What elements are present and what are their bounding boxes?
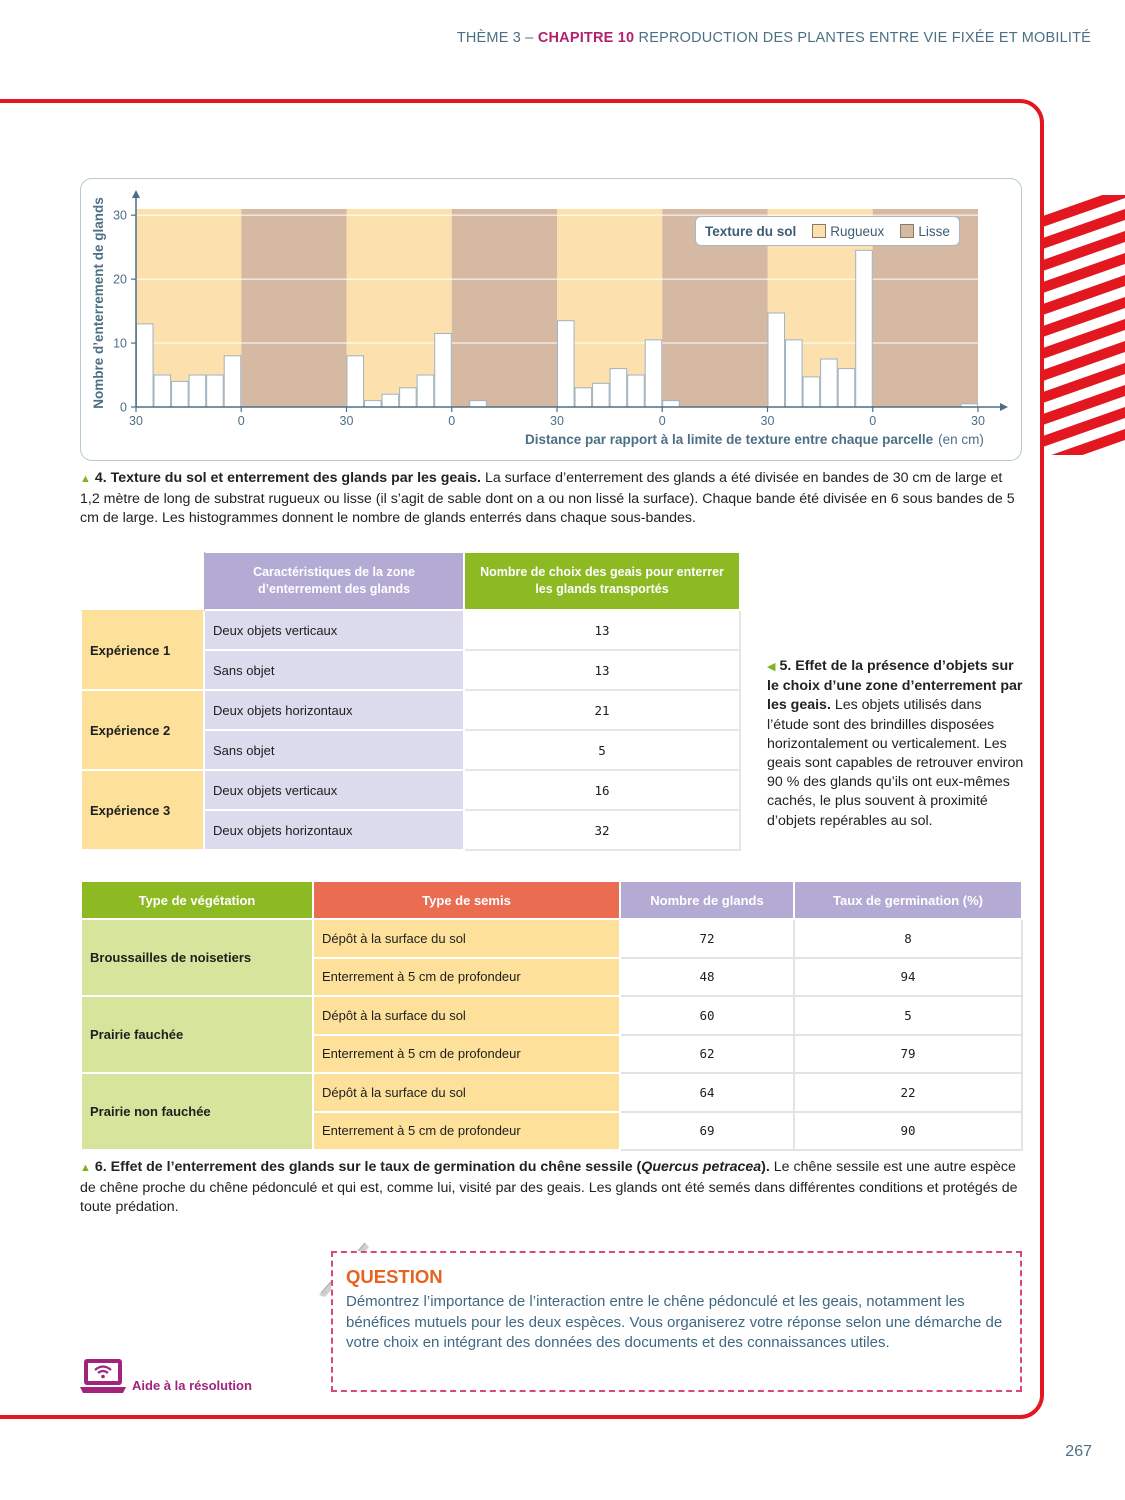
bar	[593, 383, 610, 407]
table6-rate: 8	[794, 919, 1022, 958]
table6-count: 48	[620, 958, 794, 997]
table6-semis: Dépôt à la surface du sol	[313, 919, 620, 958]
question-box	[331, 1251, 1022, 1392]
y-tick-label: 10	[113, 336, 127, 351]
bar	[417, 375, 434, 407]
table6-header-semis: Type de semis	[313, 881, 620, 919]
bar	[365, 401, 382, 407]
table6-header-rate: Taux de germination (%)	[794, 881, 1022, 919]
x-tick-label: 30	[550, 414, 564, 428]
bar	[400, 388, 417, 407]
table5-group: Expérience 2	[81, 690, 204, 770]
page-number: 267	[1065, 1443, 1092, 1460]
legend-item-rugueux	[812, 224, 884, 239]
bar	[189, 375, 206, 407]
doc5-text: Les objets utilisés dans l’étude sont des brindilles disposées horizontalement ou verticalement. Les geais sont capables de retrouver environ 90 % des glands qu’ils ont eux-mêmes cachés, le plus souvent à proximité d’objets repérables au sol.	[767, 697, 1024, 829]
x-tick-label: 30	[339, 414, 354, 428]
table5-header-zone: Caractéristiques de la zone d’enterrement des glands	[204, 552, 464, 610]
bar	[645, 340, 662, 407]
bar	[838, 369, 855, 407]
table5-header-choices: Nombre de choix des geais pour enterrer les glands transportés	[464, 552, 740, 610]
page-header	[457, 30, 1091, 46]
question-title: QUESTION	[346, 1266, 443, 1287]
legend-swatch-rugueux	[812, 224, 826, 238]
doc4-label: 4. Texture du sol et enterrement des glands par les geais.	[94, 470, 481, 486]
chart-xlabel-text: Distance par rapport à la limite de texture entre chaque parcelle	[525, 432, 934, 447]
table5-cond: Sans objet	[204, 730, 464, 770]
legend-label-rugueux: Rugueux	[830, 223, 885, 239]
table6-rate: 22	[794, 1073, 1022, 1112]
bar	[803, 377, 820, 407]
table5-cond: Deux objets verticaux	[204, 770, 464, 810]
legend-swatch-lisse	[900, 224, 914, 238]
table6-vegetation: Broussailles de noisetiers	[81, 919, 313, 996]
table6-header-vegetation: Type de végétation	[81, 881, 313, 919]
bar	[575, 388, 592, 407]
table5-corner	[81, 552, 204, 610]
header-title: REPRODUCTION DES PLANTES ENTRE VIE FIXÉE ET MOBILITÉ	[638, 30, 1091, 46]
table6-semis: Enterrement à 5 cm de profondeur	[313, 1035, 620, 1074]
doc4-caption	[80, 469, 1020, 529]
table-row	[81, 1073, 1022, 1112]
table5-val: 13	[464, 650, 740, 690]
table5-group: Expérience 1	[81, 610, 204, 690]
doc5-label: 5. Effet de la présence d’objets sur le choix d’une zone d’enterrement par les geais.	[767, 658, 1023, 714]
bar	[154, 375, 171, 407]
table5-cond: Sans objet	[204, 650, 464, 690]
table-objects	[80, 551, 741, 851]
legend-item-lisse	[900, 224, 950, 239]
chart-xlabel	[525, 432, 984, 447]
bar	[821, 359, 838, 407]
legend-title: Texture du sol	[705, 223, 797, 239]
x-tick-label: 30	[971, 414, 985, 428]
x-tick-label: 30	[760, 414, 775, 428]
bar	[137, 324, 154, 407]
doc6-species: Quercus petracea	[641, 1159, 762, 1175]
table5-val: 5	[464, 730, 740, 770]
doc6-label-b: ).	[761, 1159, 770, 1175]
bar	[347, 356, 364, 407]
table6-semis: Dépôt à la surface du sol	[313, 1073, 620, 1112]
doc5-caption	[767, 657, 1025, 831]
table6-vegetation: Prairie non fauchée	[81, 1073, 313, 1150]
table6-count: 72	[620, 919, 794, 958]
x-tick-label: 0	[869, 414, 877, 428]
triangle-left-icon: ◀	[767, 661, 776, 673]
table6-semis: Dépôt à la surface du sol	[313, 996, 620, 1035]
laptop-wifi-icon	[80, 1357, 128, 1395]
bar	[382, 394, 399, 407]
table6-vegetation: Prairie fauchée	[81, 996, 313, 1073]
table6-rate: 79	[794, 1035, 1022, 1074]
bar	[470, 401, 487, 407]
table-row	[81, 690, 740, 730]
bar	[172, 381, 189, 407]
table-row	[81, 996, 1022, 1035]
bar	[786, 340, 803, 407]
table6-count: 60	[620, 996, 794, 1035]
bar	[558, 321, 575, 407]
x-tick-label: 0	[448, 414, 456, 428]
table5-cond: Deux objets horizontaux	[204, 690, 464, 730]
y-tick-label: 30	[113, 208, 127, 223]
table6-header-count: Nombre de glands	[620, 881, 794, 919]
doc6-text: Le chêne sessile est une autre espèce de chêne proche du chêne pédonculé et qui est, comme lui, visité par des geais. Les glands ont été semés dans différentes conditions et protégés de toute prédation.	[80, 1159, 1018, 1215]
aide-label[interactable]: Aide à la résolution	[132, 1378, 252, 1393]
table5-val: 21	[464, 690, 740, 730]
band-lisse	[241, 209, 346, 407]
table6-count: 69	[620, 1112, 794, 1151]
table5-val: 16	[464, 770, 740, 810]
x-tick-label: 0	[237, 414, 245, 428]
doc4-text: La surface d’enterrement des glands a été divisée en bandes de 30 cm de large et 1,2 mètre de long de substrat rugueux ou lisse (il s’agit de sable dont on a ou non lissé la surface). Chaque bande été divisée en 6 sous bandes de 5 cm de large. Les histogrammes donnent le nombre de glands enterrés dans chaque sous-bandes.	[80, 470, 1015, 526]
y-tick-label: 0	[120, 400, 127, 415]
header-theme: THÈME 3 –	[456, 30, 534, 46]
table6-count: 64	[620, 1073, 794, 1112]
question-text: Démontrez l’importance de l’interaction entre le chêne pédonculé et les geais, notamment les bénéfices mutuels pour les deux espèces. Vous organiserez votre réponse selon une démarche de votre choix en intégrant des données des documents et des connaissances utiles.	[346, 1293, 1003, 1351]
header-chapter: CHAPITRE 10	[537, 30, 635, 46]
band-lisse	[452, 209, 557, 407]
bar	[207, 375, 224, 407]
triangle-up-icon: ▲	[80, 1162, 91, 1174]
table6-rate: 5	[794, 996, 1022, 1035]
table5-group: Expérience 3	[81, 770, 204, 850]
bar	[435, 333, 452, 407]
table5-val: 32	[464, 810, 740, 850]
bar	[610, 369, 627, 407]
x-tick-label: 0	[658, 414, 666, 428]
bar	[628, 375, 645, 407]
doc6-caption	[80, 1158, 1020, 1218]
chart-ylabel: Nombre d’enterrement de glands	[91, 197, 106, 409]
bar	[768, 313, 785, 407]
doc6-label	[95, 1159, 770, 1175]
chart-legend	[695, 216, 960, 246]
table-row	[81, 610, 740, 650]
table6-rate: 90	[794, 1112, 1022, 1151]
table-row	[81, 919, 1022, 958]
table5-cond: Deux objets verticaux	[204, 610, 464, 650]
table-row	[81, 770, 740, 810]
y-tick-label: 20	[113, 272, 127, 287]
table6-semis: Enterrement à 5 cm de profondeur	[313, 958, 620, 997]
bar	[224, 356, 241, 407]
decorative-stripes	[1040, 195, 1125, 455]
bar	[856, 250, 873, 407]
doc6-label-a: 6. Effet de l’enterrement des glands sur le taux de germination du chêne sessile (	[94, 1159, 642, 1175]
table6-semis: Enterrement à 5 cm de profondeur	[313, 1112, 620, 1151]
chart-xlabel-unit: (en cm)	[938, 432, 984, 447]
triangle-up-icon: ▲	[80, 473, 91, 485]
table6-count: 62	[620, 1035, 794, 1074]
legend-label-lisse: Lisse	[918, 223, 950, 239]
table-germination	[80, 880, 1023, 1151]
aide-link[interactable]	[80, 1357, 252, 1395]
table5-cond: Deux objets horizontaux	[204, 810, 464, 850]
bar	[663, 401, 680, 407]
x-tick-label: 30	[129, 414, 143, 428]
chart-container	[80, 178, 1022, 461]
table6-rate: 94	[794, 958, 1022, 997]
table5-val: 13	[464, 610, 740, 650]
